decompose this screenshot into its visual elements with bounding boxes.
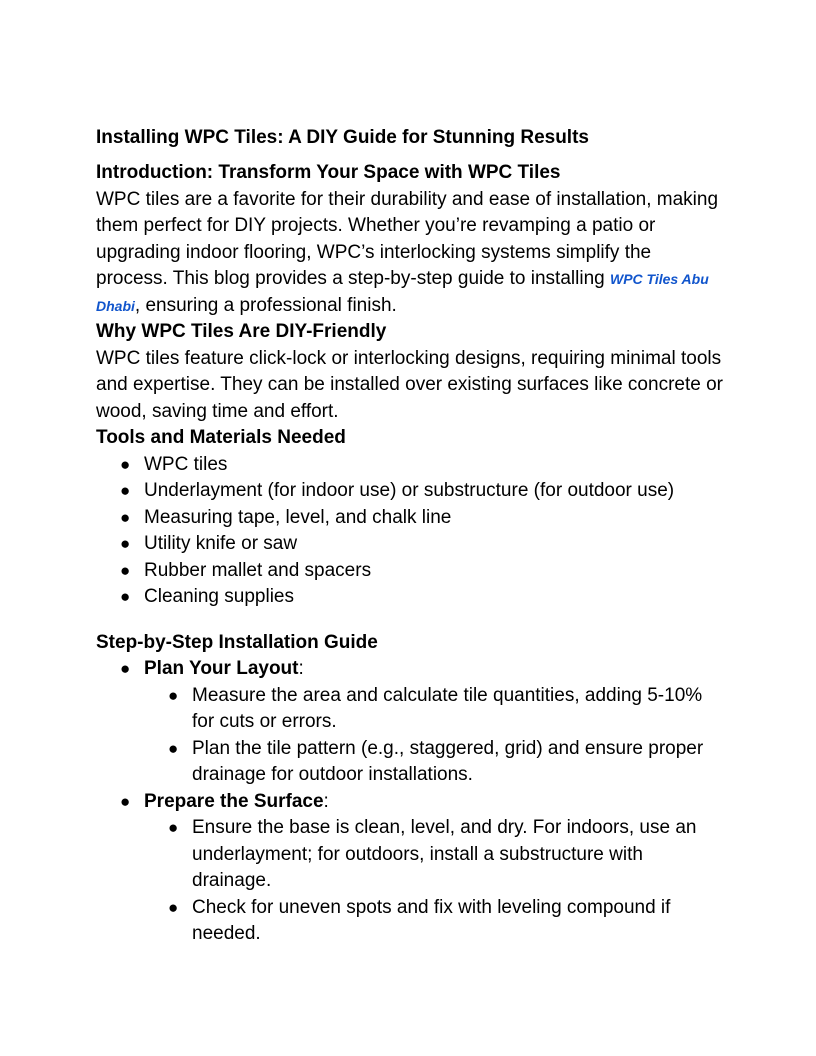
bullet-icon: ● (168, 897, 179, 917)
steps-list (96, 656, 726, 948)
list-item: ● Measuring tape, level, and chalk line (96, 505, 726, 532)
document-page (96, 122, 726, 948)
bullet-icon: ● (120, 791, 131, 811)
intro-heading: Introduction: Transform Your Space with WPC Tiles (96, 162, 561, 183)
steps-heading: Step-by-Step Installation Guide (96, 631, 378, 653)
list-item: ● Rubber mallet and spacers (96, 558, 726, 585)
sub-list (144, 683, 726, 789)
list-item: ● Underlayment (for indoor use) or substructure (for outdoor use) (96, 478, 726, 505)
bullet-icon: ● (120, 454, 131, 474)
sub-list-item: ● Measure the area and calculate tile quantities, adding 5-10% for cuts or errors. (168, 684, 703, 732)
bullet-icon: ● (168, 685, 179, 705)
sub-list-item: ● Check for uneven spots and fix with leveling compound if needed. (168, 896, 671, 944)
bullet-icon: ● (120, 481, 131, 500)
bullet-icon: ● (168, 738, 179, 758)
sub-list-item: ● Plan the tile pattern (e.g., staggered, grid) and ensure proper drainage for outdoor installations. (168, 737, 704, 785)
list-item: ● Cleaning supplies (96, 584, 726, 611)
spacer (96, 611, 726, 630)
list-item: ● Utility knife or saw (96, 531, 726, 558)
intro-text-end: , ensuring a professional finish. (134, 294, 397, 316)
bullet-icon: ● (120, 534, 131, 553)
bullet-icon: ● (120, 507, 131, 527)
bullet-icon: ● (168, 818, 179, 837)
list-item: ● WPC tiles (96, 452, 726, 479)
tools-heading: Tools and Materials Needed (96, 427, 346, 448)
sub-list-item: ● Ensure the base is clean, level, and dry. For indoors, use an underlayment; for outdoors, install a substructure with drainage. (168, 817, 697, 891)
bullet-icon: ● (120, 560, 131, 580)
bullet-icon: ● (120, 587, 131, 606)
step-label: Plan Your Layout (144, 658, 299, 679)
wpc-tiles-link[interactable]: WPC Tiles Abu Dhabi (96, 271, 709, 314)
step-prepare-surface: ● Prepare the Surface: ● Ensure the base is clean, level, and dry. For indoors, use an underlayment; for outdoors, install a substructure with drainage. ● Check for uneven spots and fix with leveling compound if needed. (96, 789, 726, 948)
sub-list (144, 815, 726, 948)
bullet-icon: ● (120, 659, 131, 678)
intro-paragraph (96, 187, 726, 320)
why-heading: Why WPC Tiles Are DIY-Friendly (96, 321, 387, 342)
tools-list (96, 452, 726, 611)
step-label: Prepare the Surface (144, 790, 324, 812)
intro-text: WPC tiles are a favorite for their durability and ease of installation, making them perfect for DIY projects. Whether you’re revamping a patio or upgrading indoor flooring, WPC’s interlocking systems simplify the process. This blog provides a step-by-step guide to installing (96, 188, 719, 289)
document-title: Installing WPC Tiles: A DIY Guide for Stunning Results (96, 127, 589, 148)
why-paragraph: WPC tiles feature click-lock or interlocking designs, requiring minimal tools and expertise. They can be installed over existing surfaces like concrete or wood, saving time and effort. (96, 347, 723, 422)
step-plan-layout: ● Plan Your Layout: ● Measure the area and calculate tile quantities, adding 5-10% for cuts or errors. ● Plan the tile pattern (e.g., staggered, grid) and ensure proper drainage for outdoor installations. (96, 656, 726, 789)
